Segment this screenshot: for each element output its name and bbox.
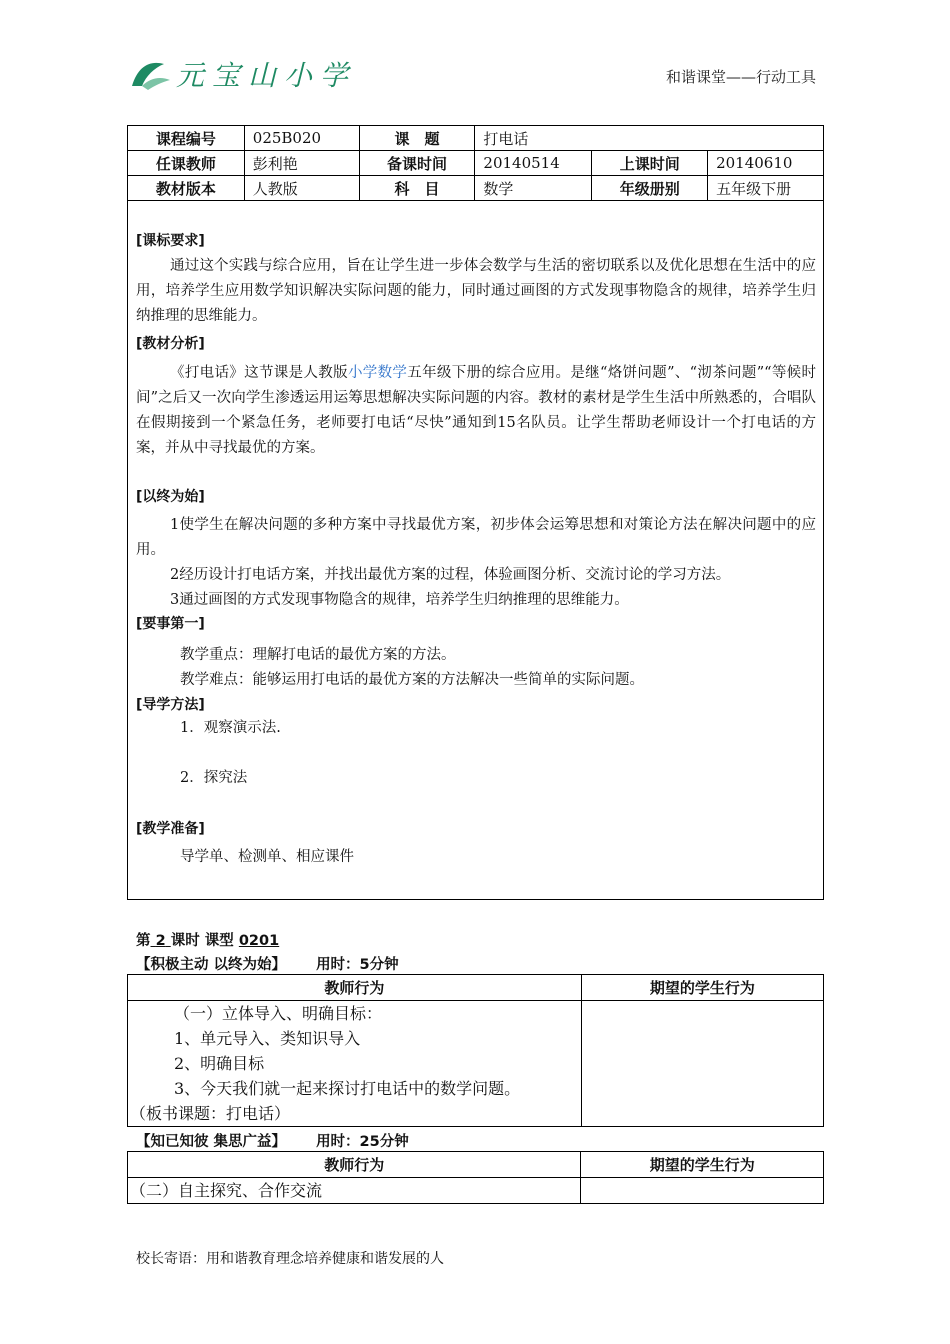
col-student-header: 期望的学生行为 bbox=[581, 975, 823, 1001]
key-title: [要事第一] bbox=[136, 616, 205, 632]
course-info-table bbox=[127, 125, 824, 201]
list-item: 2、明确目标 bbox=[174, 1054, 265, 1073]
student-actions-cell bbox=[581, 1001, 823, 1127]
method-1: 1．观察演示法. bbox=[180, 720, 281, 736]
teacher-value: 彭利艳 bbox=[244, 151, 359, 176]
principal-motto: 校长寄语：用和谐教育理念培养健康和谐发展的人 bbox=[136, 1251, 444, 1267]
analysis-title: [教材分析] bbox=[136, 336, 205, 352]
school-name: 元宝山小学 bbox=[176, 59, 357, 92]
stage-1-heading bbox=[136, 953, 399, 974]
topic-value: 打电话 bbox=[475, 126, 824, 151]
class-time-label: 上课时间 bbox=[592, 151, 708, 176]
prep-time-label: 备课时间 bbox=[359, 151, 475, 176]
stage-2-table bbox=[127, 1151, 824, 1204]
stage-2-title: 【知已知彼 集思广益】 bbox=[136, 1134, 287, 1150]
header-slogan: 和谐课堂——行动工具 bbox=[665, 68, 816, 86]
table-row bbox=[128, 975, 824, 1001]
grade-value: 五年级下册 bbox=[708, 176, 824, 201]
class-time-value: 20140610 bbox=[708, 151, 824, 176]
course-code-value: 025B020 bbox=[244, 126, 359, 151]
stage-1-table bbox=[127, 974, 824, 1127]
col-teacher-header: 教师行为 bbox=[128, 975, 582, 1001]
goal-3: 3通过画图的方式发现事物隐含的规律，培养学生归纳推理的思维能力。 bbox=[170, 592, 629, 608]
stage-1-time: 用时：5分钟 bbox=[316, 957, 399, 973]
leaf-logo-icon bbox=[128, 56, 172, 92]
standards-title: [课标要求] bbox=[136, 233, 205, 249]
goal-2: 2经历设计打电话方案，并找出最优方案的过程，体验画图分析、交流讨论的学习方法。 bbox=[170, 567, 731, 583]
stage-2-heading bbox=[136, 1130, 409, 1151]
analysis-text bbox=[136, 361, 816, 461]
period-mid: 课时 课型 bbox=[170, 933, 234, 949]
period-type: 0201 bbox=[238, 933, 280, 949]
subject-label: 科 目 bbox=[359, 176, 475, 201]
method-2: 2．探究法 bbox=[180, 770, 248, 786]
topic-label: 课 题 bbox=[359, 126, 475, 151]
math-link[interactable]: 小学数学 bbox=[347, 365, 408, 381]
table-row bbox=[128, 1178, 824, 1204]
period-prefix: 第 bbox=[136, 933, 151, 949]
textbook-value: 人教版 bbox=[244, 176, 359, 201]
list-item: （板书课题：打电话） bbox=[130, 1104, 291, 1123]
analysis-text-b: 五年级下册的综合应用。是继“烙饼问题”、“沏茶问题”“等候时间”之后又一次向学生渗透运用运筹思想解决实际问题的内容。教材的素材是学生生活中所熟悉的，合唱队在假期接到一个紧急任务，老师要打电话“尽快”通知到15名队员。让学生帮助老师设计一个打电话的方案，并从中寻找最优的方案。 bbox=[136, 365, 816, 456]
table-row bbox=[128, 151, 824, 176]
col-student-header: 期望的学生行为 bbox=[581, 1152, 824, 1178]
teacher-actions-cell bbox=[128, 1178, 581, 1204]
difficulty-point: 教学难点：能够运用打电话的最优方案的方法解决一些简单的实际问题。 bbox=[180, 672, 644, 688]
stage-1-title: 【积极主动 以终为始】 bbox=[136, 957, 287, 973]
list-item: （二）自主探究、合作交流 bbox=[130, 1181, 323, 1200]
table-row bbox=[128, 176, 824, 201]
teacher-actions-cell bbox=[128, 1001, 582, 1127]
table-row bbox=[128, 126, 824, 151]
textbook-label: 教材版本 bbox=[128, 176, 245, 201]
table-row bbox=[128, 1152, 824, 1178]
student-actions-cell bbox=[581, 1178, 824, 1204]
subject-value: 数学 bbox=[475, 176, 592, 201]
prep-text: 导学单、检测单、相应课件 bbox=[180, 849, 354, 865]
stage-2-time: 用时：25分钟 bbox=[316, 1134, 409, 1150]
key-point: 教学重点：理解打电话的最优方案的方法。 bbox=[180, 647, 456, 663]
prep-title: [教学准备] bbox=[136, 821, 205, 837]
standards-text: 通过这个实践与综合应用，旨在让学生进一步体会数学与生活的密切联系以及优化思想在生活中的应用，培养学生应用数学知识解决实际问题的能力，同时通过画图的方式发现事物隐含的规律，培养学生归纳推理的思维能力。 bbox=[136, 258, 816, 324]
period-number: 2 bbox=[155, 933, 166, 949]
analysis-text-a: 《打电话》这节课是人教版 bbox=[170, 365, 348, 381]
goal-1: 1使学生在解决问题的多种方案中寻找最优方案，初步体会运筹思想和对策论方法在解决问题中的应用。 bbox=[136, 517, 816, 558]
table-row bbox=[128, 1001, 824, 1127]
goals-title: [以终为始] bbox=[136, 489, 205, 505]
school-logo bbox=[128, 56, 356, 92]
course-code-label: 课程编号 bbox=[128, 126, 245, 151]
grade-label: 年级册别 bbox=[592, 176, 708, 201]
list-item: 3、今天我们就一起来探讨打电话中的数学问题。 bbox=[174, 1079, 521, 1098]
list-item: 1、单元导入、类知识导入 bbox=[174, 1029, 361, 1048]
list-item: （一）立体导入、明确目标： bbox=[174, 1004, 383, 1023]
period-line bbox=[136, 929, 279, 950]
col-teacher-header: 教师行为 bbox=[128, 1152, 581, 1178]
prep-time-value: 20140514 bbox=[475, 151, 592, 176]
teacher-label: 任课教师 bbox=[128, 151, 245, 176]
method-title: [导学方法] bbox=[136, 697, 205, 713]
